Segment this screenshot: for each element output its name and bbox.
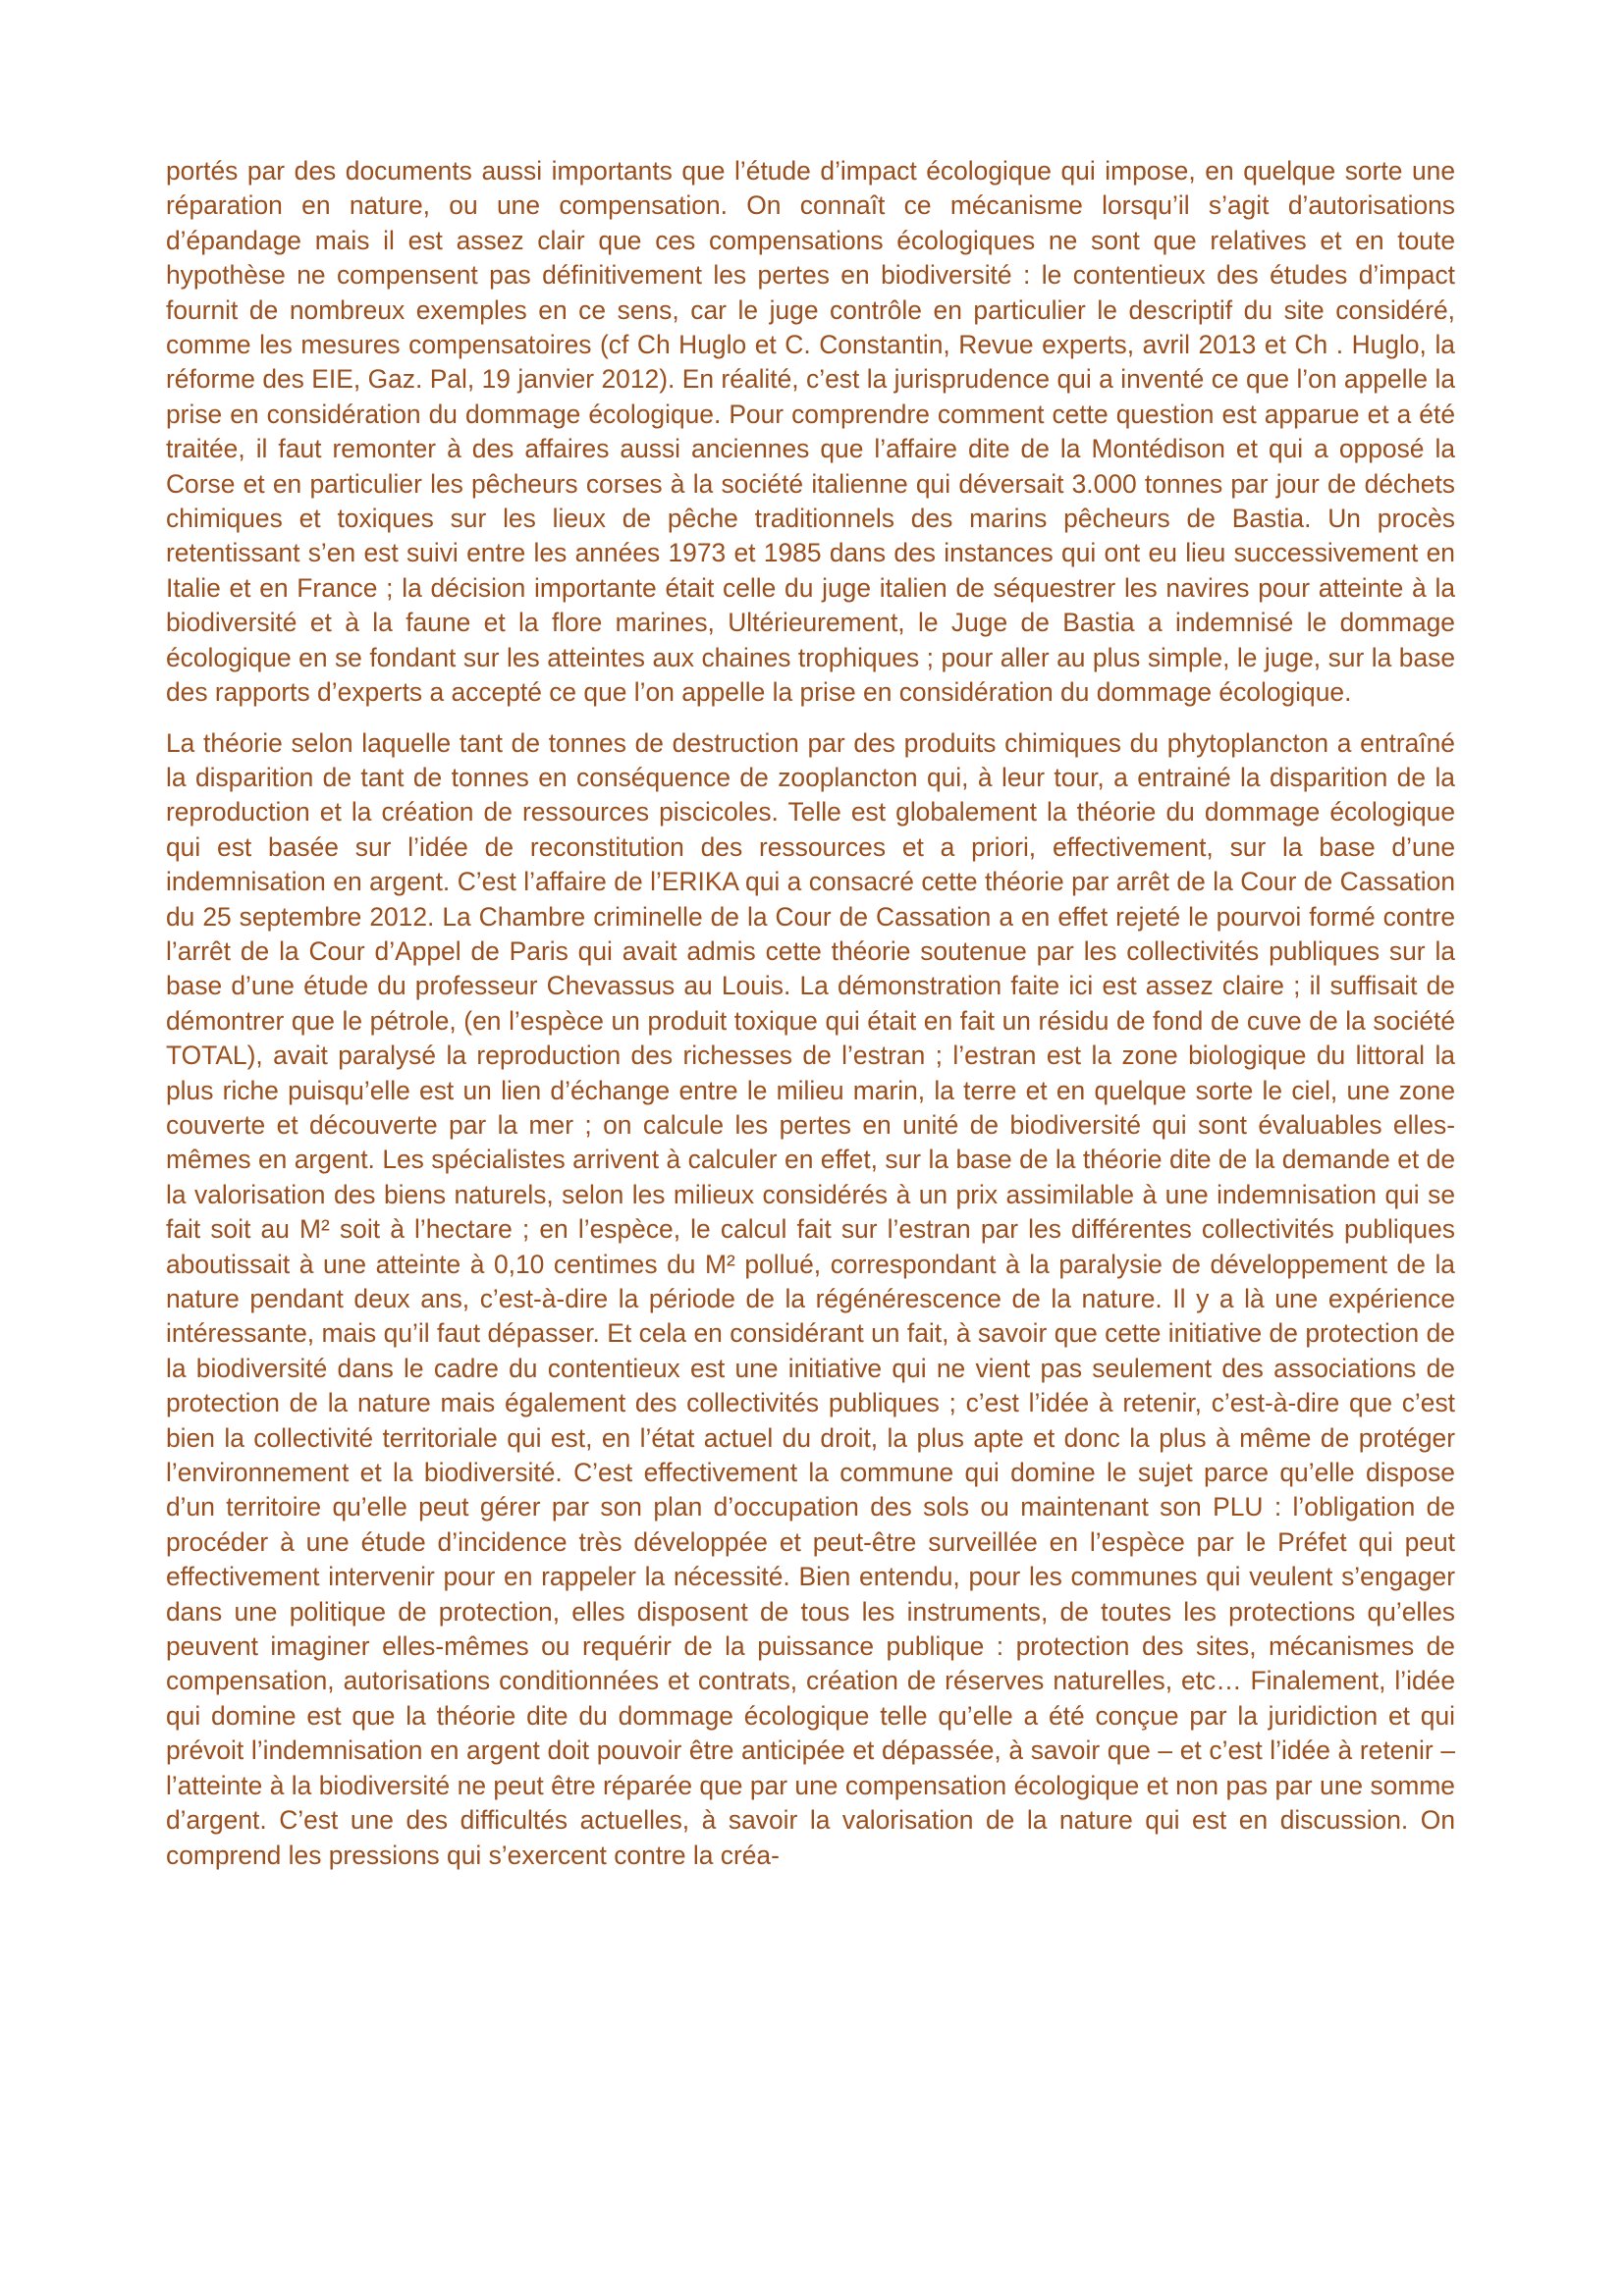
document-body xyxy=(166,154,1455,1889)
paragraph-1: portés par des documents aussi importants que l’étude d’impact écologique qui impose, en quelque sorte une réparation en nature, ou une compensation. On connaît ce mécanisme lorsqu’il s’agit d’autorisations d’épandage mais il est assez clair que ces compensations écologiques ne sont que relatives et en toute hypothèse ne compensent pas définitivement les pertes en biodiversité : le contentieux des études d’impact fournit de nombreux exemples en ce sens, car le juge contrôle en particulier le descriptif du site considéré, comme les mesures compensatoires (cf Ch Huglo et C. Constantin, Revue experts, avril 2013 et Ch . Huglo, la réforme des EIE, Gaz. Pal, 19 janvier 2012). En réalité, c’est la jurisprudence qui a inventé ce que l’on appelle la prise en considération du dommage écologique. Pour comprendre comment cette question est apparue et a été traitée, il faut remonter à des affaires aussi anciennes que l’affaire dite de la Montédison et qui a opposé la Corse et en particulier les pêcheurs corses à la société italienne qui déversait 3.000 tonnes par jour de déchets chimiques et toxiques sur les lieux de pêche traditionnels des marins pêcheurs de Bastia. Un procès retentissant s’en est suivi entre les années 1973 et 1985 dans des instances qui ont eu lieu successivement en Italie et en France ; la décision importante était celle du juge italien de séquestrer les navires pour atteinte à la biodiversité et à la faune et la flore marines, Ultérieurement, le Juge de Bastia a indemnisé le dommage écologique en se fondant sur les atteintes aux chaines trophiques ; pour aller au plus simple, le juge, sur la base des rapports d’experts a accepté ce que l’on appelle la prise en considération du dommage écologique. xyxy=(166,156,1455,708)
paragraph-2: La théorie selon laquelle tant de tonnes de destruction par des produits chimiques du phytoplancton a entraîné la disparition de tant de tonnes en conséquence de zooplancton qui, à leur tour, a entrainé la disparition de la reproduction et la création de ressources piscicoles. Telle est globalement la théorie du dommage écologique qui est basée sur l’idée de reconstitution des ressources et a priori, effectivement, sur la base d’une indemnisation en argent. C’est l’affaire de l’ERIKA qui a consacré cette théorie par arrêt de la Cour de Cassation du 25 septembre 2012. La Chambre criminelle de la Cour de Cassation a en effet rejeté le pourvoi formé contre l’arrêt de la Cour d’Appel de Paris qui avait admis cette théorie soutenue par les collectivités publiques sur la base d’une étude du professeur Chevassus au Louis. La démonstration faite ici est assez claire ; il suffisait de démontrer que le pétrole, (en l’espèce un produit toxique qui était en fait un résidu de fond de cuve de la société TOTAL), avait paralysé la reproduction des richesses de l’estran ; l’estran est la zone biologique du littoral la plus riche puisqu’elle est un lien d’échange entre le milieu marin, la terre et en quelque sorte le ciel, une zone couverte et découverte par la mer ; on calcule les pertes en unité de biodiversité qui sont évaluables elles-mêmes en argent. Les spécialistes arrivent à calculer en effet, sur la base de la théorie dite de la demande et de la valorisation des biens naturels, selon les milieux considérés à un prix assimilable à une indemnisation qui se fait soit au M² soit à l’hectare ; en l’espèce, le calcul fait sur l’estran par les différentes collectivités publiques aboutissait à une atteinte à 0,10 centimes du M² pollué, correspondant à la paralysie de développement de la nature pendant deux ans, c’est-à-dire la période de la régénérescence de la nature. Il y a là une expérience intéressante, mais qu’il faut dépasser. Et cela en considérant un fait, à savoir que cette initiative de protection de la biodiversité dans le cadre du contentieux est une initiative qui ne vient pas seulement des associations de protection de la nature mais également des collectivités publiques ; c’est l’idée à retenir, c’est-à-dire que c’est bien la collectivité territoriale qui est, en l’état actuel du droit, la plus apte et donc la plus à même de protéger l’environnement et la biodiversité. C’est effectivement la commune qui domine le sujet parce qu’elle dispose d’un territoire qu’elle peut gérer par son plan d’occupation des sols ou maintenant son PLU : l’obligation de procéder à une étude d’incidence très développée et peut-être surveillée en l’espèce par le Préfet qui peut effectivement intervenir pour en rappeler la nécessité. Bien entendu, pour les communes qui veulent s’engager dans une politique de protection, elles disposent de tous les instruments, de toutes les protections qu’elles peuvent imaginer elles-mêmes ou requérir de la puissance publique : protection des sites, mécanismes de compensation, autorisations conditionnées et contrats, création de réserves naturelles, etc… Finalement, l’idée qui domine est que la théorie dite du dommage écologique telle qu’elle a été conçue par la juridiction et qui prévoit l’indemnisation en argent doit pouvoir être anticipée et dépassée, à savoir que – et c’est l’idée à retenir – l’atteinte à la biodiversité ne peut être réparée que par une compensation écologique et non pas par une somme d’argent. C’est une des difficultés actuelles, à savoir la valorisation de la nature qui est en discussion. On comprend les pressions qui s’exercent contre la créa- xyxy=(166,727,1455,1870)
